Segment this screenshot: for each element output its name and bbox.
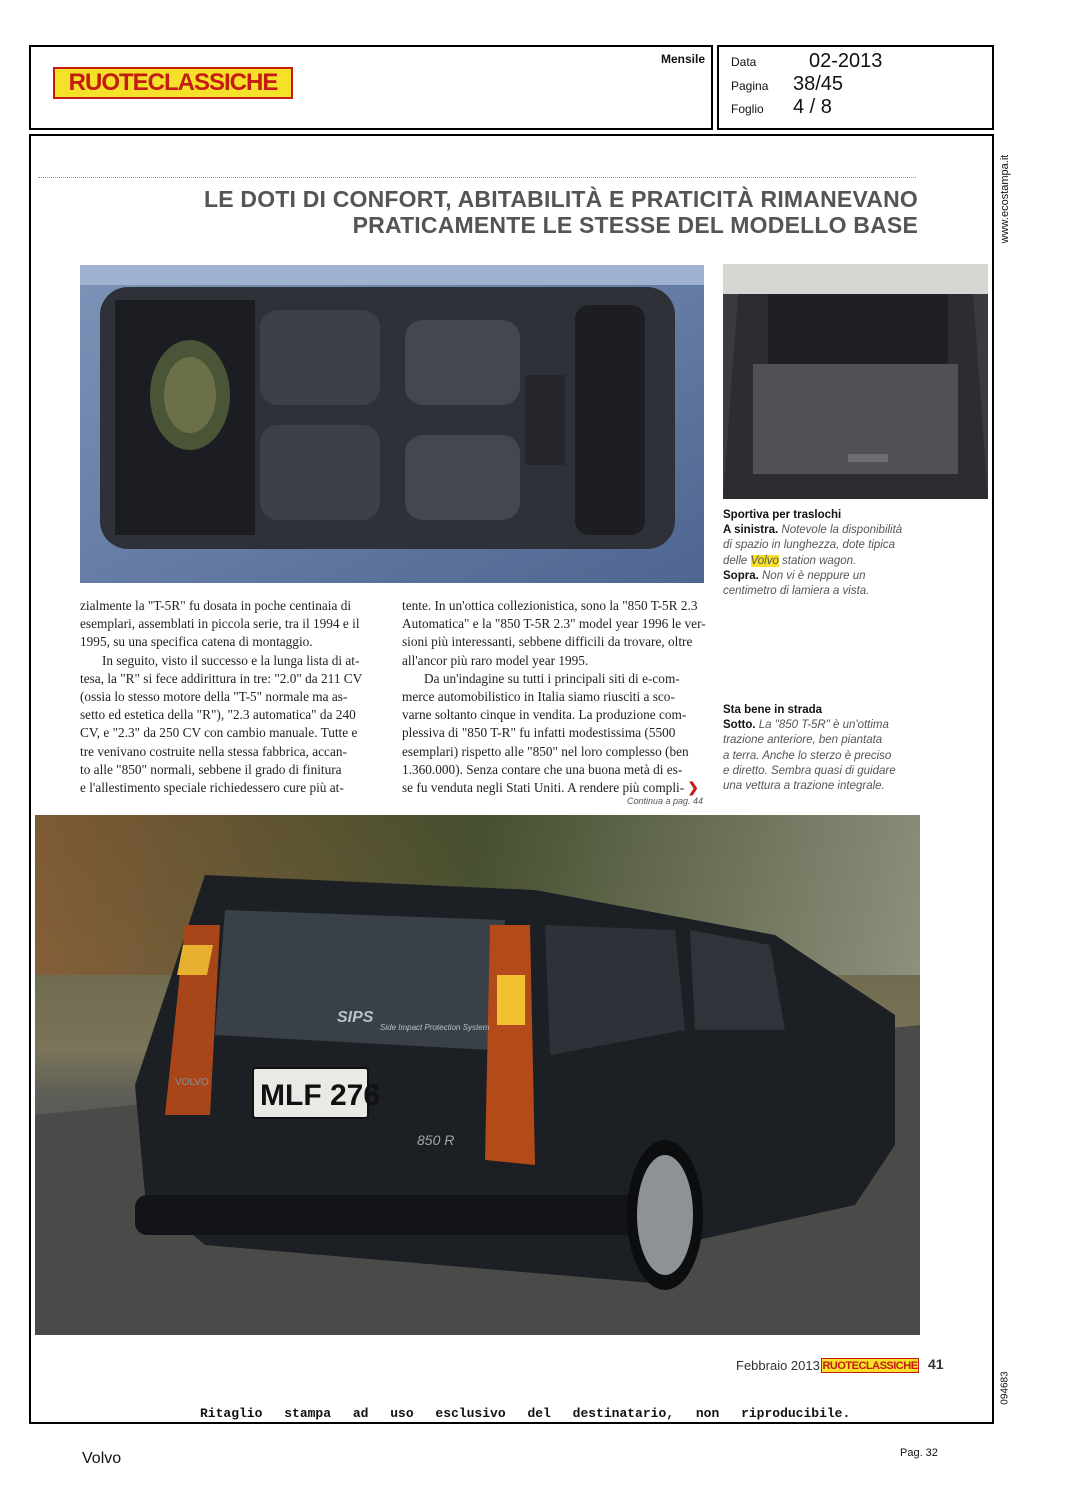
- continued-note: Continua a pag. 44: [627, 796, 704, 806]
- body-column-2: tente. In un'ottica collezionistica, sono la "850 T-5R 2.3 Automatica" e la "850 T-5R 2.3" model year 1996 le ver- sioni più interessanti, sebbene difficili da trovare, oltre all'ancor più raro model year 1995. Da un'indagine su tutti i principali siti di e-com- merce automobilistico in Italia siamo riusciti a sco- varne soltanto cinque in vendita. La produzione com- plessiva di "850 T-R" fu infatti modestissima (5500 esemplari) rispetto alle "850" nel loro complesso (ben 1.360.000). Senza contare che una buona metà di es- se fu venduta negli Stati Uniti. A rendere più compli- ❯: [402, 598, 706, 796]
- caption-1-line: A sinistra. Notevole la disponibilità: [723, 524, 903, 536]
- headline-line-1: LE DOTI DI CONFORT, ABITABILITÀ E PRATICITÀ RIMANEVANO: [204, 186, 918, 212]
- caption-2-line: trazione anteriore, ben piantata: [723, 734, 883, 746]
- footer-logo: RUOTECLASSICHE: [822, 1359, 918, 1372]
- brand-badge: VOLVO: [175, 1077, 209, 1088]
- meta-value-foglio: 4 / 8: [793, 96, 832, 118]
- meta-value-data: 02-2013: [809, 50, 883, 72]
- bottom-page-label: Pag. 32: [900, 1447, 938, 1459]
- photo-car-rear: [35, 815, 920, 1335]
- disclaimer: Ritaglio stampa ad uso esclusivo del destinatario, non riproducibile.: [200, 1406, 851, 1421]
- caption-2-line: e diretto. Sembra quasi di guidare: [723, 765, 896, 777]
- body-column-1: zialmente la "T-5R" fu dosata in poche centinaia di esemplari, assemblati in piccola serie, tra il 1994 e il 1995, su una specifica catena di montaggio. In seguito, visto il successo e la lunga lista di at- tesa, la "R" si fece addirittura in tre: "2.0" da 211 CV (ossia lo stesso motore della "T-5" normale ma as- setto ed estetica della "R"), "2.3 automatica" da 240 CV, e "2.3" da 250 CV con cambio manuale. Tutte e tre venivano costruite nella stessa fabbrica, accan- to alle "850" normali, sebbene il grado di finitura e l'allestimento speciale richiedessero cure più at-: [80, 598, 363, 796]
- meta-label-data: Data: [731, 55, 757, 69]
- header-box-left: [29, 45, 713, 130]
- meta-label-pagina: Pagina: [731, 79, 769, 93]
- side-code: 094683: [999, 1370, 1011, 1405]
- meta-label-foglio: Foglio: [731, 102, 764, 116]
- license-plate: MLF 276: [260, 1079, 381, 1112]
- ruoteclassiche-logo: RUOTECLASSICHE: [53, 67, 293, 99]
- side-url: www.ecostampa.it: [999, 154, 1011, 244]
- headline-line-2: PRATICAMENTE LE STESSE DEL MODELLO BASE: [352, 212, 918, 238]
- model-badge: 850 R: [417, 1132, 455, 1148]
- caption-2-title: Sta bene in strada: [723, 704, 823, 716]
- header-box-meta: [717, 45, 994, 130]
- meta-value-pagina: 38/45: [793, 73, 844, 95]
- caption-2-line: una vettura a trazione integrale.: [723, 780, 885, 792]
- divider: [38, 177, 916, 178]
- caption-2-line: a terra. Anche lo sterzo è preciso: [723, 750, 892, 762]
- frequency-label: Mensile: [660, 52, 705, 66]
- footer-date: Febbraio 2013: [736, 1358, 820, 1373]
- bottom-left-label: Volvo: [82, 1450, 122, 1467]
- footer-page-number: 41: [928, 1356, 944, 1372]
- caption-1-line: Sopra. Non vi è neppure un: [723, 570, 866, 582]
- caption-1-line: delle Volvo station wagon.: [723, 555, 857, 567]
- photo-interior-top-view: [80, 265, 704, 583]
- photo-cargo-area: [723, 264, 988, 499]
- caption-1-title: Sportiva per traslochi: [723, 509, 842, 521]
- sips-badge-subtitle: Side Impact Protection System: [380, 1023, 490, 1032]
- caption-2-line: Sotto. La "850 T-5R" è un'ottima: [723, 719, 889, 731]
- continue-arrow-icon: ❯: [684, 780, 699, 796]
- caption-1-line: centimetro di lamiera a vista.: [723, 585, 870, 597]
- caption-1-line: di spazio in lunghezza, dote tipica: [723, 539, 895, 551]
- sips-badge: SIPS: [337, 1009, 374, 1026]
